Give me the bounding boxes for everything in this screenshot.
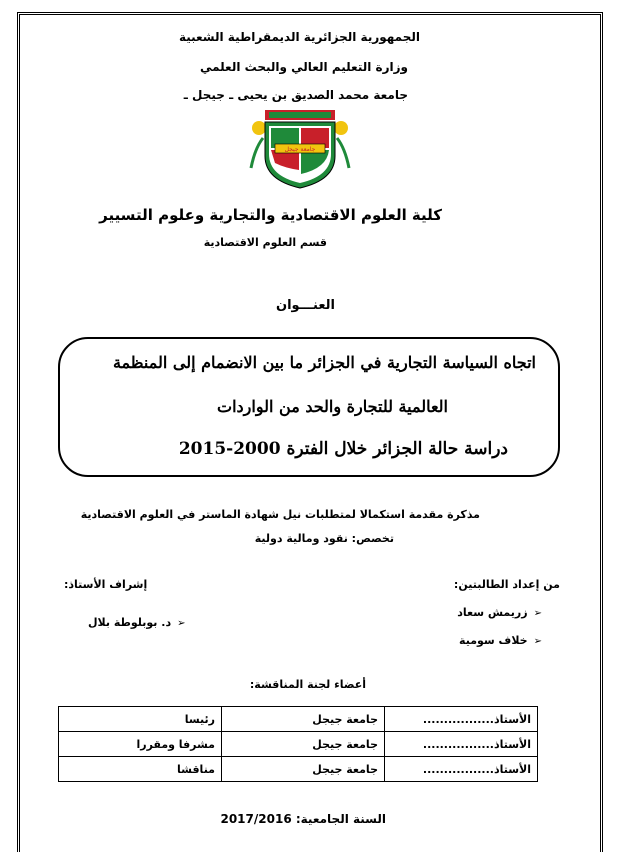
committee-role: رئيسا [59,707,222,732]
checkmark-arrow-icon: ➢ [533,636,542,647]
committee-member: الأستاذ................. [385,732,538,757]
title-line-2: العالمية للتجارة والحد من الواردات [217,397,448,416]
committee-role: مناقشا [59,757,222,782]
committee-member: الأستاذ................. [385,707,538,732]
republic-name: الجمهورية الجزائرية الديمقراطية الشعبية [178,30,420,44]
table-row [59,757,538,782]
svg-text:جامعة جيجل: جامعة جيجل [284,146,316,153]
supervisor-name: ➢د. بوبلوطة بلال [88,616,186,629]
title-line-3: دراسة حالة الجزائر خلال الفترة 2000-2015 [178,439,508,459]
student-name-1: ➢زريمش سعاد [457,606,542,619]
checkmark-arrow-icon: ➢ [533,608,542,619]
student-name-2: ➢خلاف سومية [459,634,542,647]
committee-university: جامعة جيجل [222,732,385,757]
thesis-title-box [58,337,560,477]
supervisor-label: إشراف الأستاذ: [64,578,148,591]
committee-member: الأستاذ................. [385,757,538,782]
table-row [59,732,538,757]
title-line-1: اتجاه السياسة التجارية في الجزائر ما بين الانضمام إلى المنظمة [112,353,536,372]
table-row [59,707,538,732]
university-logo [245,108,355,190]
faculty-name: كلية العلوم الاقتصادية والتجارية وعلوم التسيير [99,206,442,224]
specialty: تخصص: نقود ومالية دولية [254,532,394,545]
checkmark-arrow-icon: ➢ [177,618,186,629]
committee-role: مشرفا ومقررا [59,732,222,757]
committee-university: جامعة جيجل [222,757,385,782]
committee-label: أعضاء لجنة المناقشة: [249,678,366,691]
ministry-name: وزارة التعليم العالي والبحث العلمي [199,60,408,74]
students-label: من إعداد الطالبتين: [453,578,560,591]
committee-table [58,706,538,782]
academic-year: السنة الجامعية: 2017/2016 [220,812,386,826]
title-label: العنـــوان [275,298,335,313]
committee-university: جامعة جيجل [222,707,385,732]
thesis-note: مذكرة مقدمة استكمالا لمتطلبات نيل شهادة الماستر في العلوم الاقتصادية [80,508,480,521]
university-name: جامعة محمد الصديق بن يحيى ـ جيجل ـ [183,88,408,102]
department-name: قسم العلوم الاقتصادية [203,236,327,249]
